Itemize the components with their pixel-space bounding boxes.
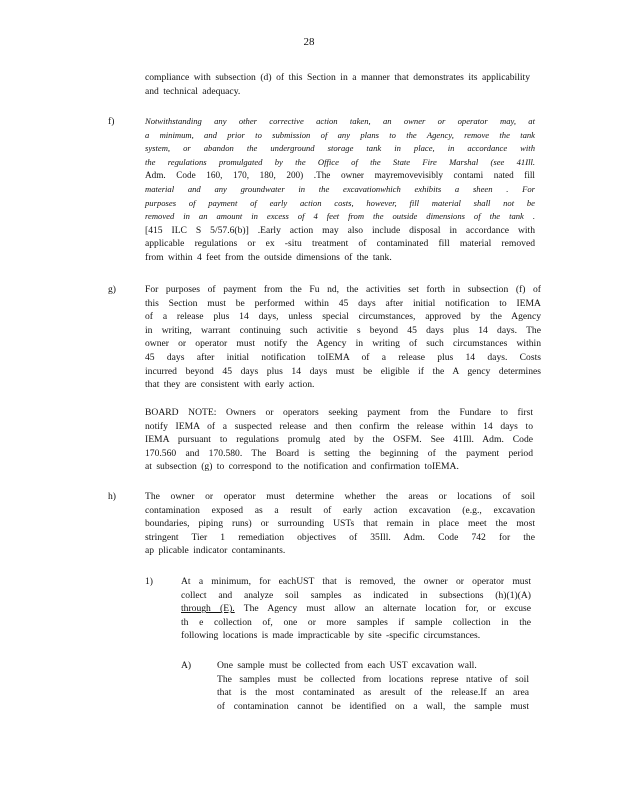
section-f-paragraph bbox=[145, 115, 535, 265]
section-h-line: ap plicable indicator contaminants. bbox=[145, 545, 286, 557]
page-number: 28 bbox=[303, 36, 315, 48]
board-note-line: IEMA pursuant to regulations promulg ated by the OSFM. See 41Ill. Adm. Code bbox=[145, 434, 533, 446]
subsection-a-label: A) bbox=[181, 660, 192, 671]
section-h-line: The owner or operator must determine whether the areas or locations of soil bbox=[145, 491, 535, 502]
section-h-label: h) bbox=[108, 491, 116, 502]
section-f-label: f) bbox=[108, 116, 115, 127]
section-f-mixed-line: Adm. Code 160, 170, 180, 200) .The owner mayremovevisibly contami nated fill bbox=[145, 170, 535, 181]
subsection-a-paragraph bbox=[217, 659, 529, 713]
subsection-1-line: th e collection of, one or more samples if sample collection in the bbox=[181, 616, 531, 628]
subsection-a-line: that is the most contaminated as aresult of the release.If an area bbox=[217, 687, 529, 699]
subsection-1-paragraph bbox=[181, 575, 531, 643]
subsection-reference: through (E). bbox=[181, 603, 235, 615]
subsection-a-line: The samples must be collected from locations represe ntative of soil bbox=[217, 673, 529, 685]
subsection-1-line-3-rest: The Agency must allow an alternate location for, or excuse bbox=[234, 603, 531, 615]
subsection-1-label: 1) bbox=[145, 576, 153, 587]
section-g-line: that they are consistent with early action. bbox=[145, 379, 315, 391]
section-f-italic-line: the regulations promulgated by the Office of the State Fire Marshal (see 41Ill. bbox=[145, 156, 535, 167]
intro-text: compliance with subsection (d) of this Section in a manner that demonstrates its applicability and technical adequacy. bbox=[145, 72, 530, 97]
section-h-line: stringent Tier 1 remediation objectives of 35Ill. Adm. Code 742 for the bbox=[145, 531, 535, 543]
subsection-1-line-3 bbox=[181, 602, 531, 616]
section-g-label: g) bbox=[108, 284, 116, 295]
section-f-italic-line: system, or abandon the underground storage tank in place, in accordance with bbox=[145, 143, 535, 154]
section-g-line: incurred beyond 45 days plus 14 days must be eligible if the A gency determines bbox=[145, 365, 541, 377]
subsection-a-line: of contamination cannot be identified on a wall, the sample must bbox=[217, 700, 529, 712]
board-note-line: BOARD NOTE: Owners or operators seeking payment from the Fundare to first bbox=[145, 407, 533, 418]
section-g-line: owner or operator must notify the Agency in writing of such circumstances within bbox=[145, 338, 541, 350]
subsection-1-line: At a minimum, for eachUST that is removed, the owner or operator must bbox=[181, 576, 531, 587]
section-f-line: from within 4 feet from the outside dimensions of the tank. bbox=[145, 251, 392, 263]
subsection-1-line: following locations is made impracticable by site -specific circumstances. bbox=[181, 630, 481, 642]
section-h-line: contamination exposed as a result of early action excavation (e.g., excavation bbox=[145, 504, 535, 516]
board-note bbox=[145, 406, 533, 474]
section-g-line: 45 days after initial notification toIEMA of a release plus 14 days. Costs bbox=[145, 351, 541, 363]
section-f-italic-line: purposes of payment of early action costs, however, fill material shall not be bbox=[145, 197, 535, 208]
board-note-line: at subsection (g) to correspond to the notification and confirmation toIEMA. bbox=[145, 461, 459, 473]
section-f-italic-line: removed in an amount in excess of 4 feet from the outside dimensions of the tank . bbox=[145, 211, 535, 222]
section-f-line: [415 ILC S 5/57.6(b)] .Early action may also include disposal in accordance with bbox=[145, 224, 535, 236]
board-note-line: notify IEMA of a suspected release and then confirm the release within 14 days to bbox=[145, 420, 533, 432]
section-f-italic-line: a minimum, and prior to submission of any plans to the Agency, remove the tank bbox=[145, 129, 535, 140]
section-f-italic-line: Notwithstanding any other corrective action taken, an owner or operator may, at bbox=[145, 116, 535, 126]
intro-paragraph bbox=[145, 71, 530, 98]
board-note-line: 170.560 and 170.580. The Board is setting the beginning of the payment period bbox=[145, 447, 533, 459]
section-g-line: For purposes of payment from the Fu nd, the activities set forth in subsection (f) of bbox=[145, 284, 541, 295]
subsection-a-line: One sample must be collected from each UST excavation wall. bbox=[217, 660, 477, 671]
section-f-line: applicable regulations or ex -situ treatment of contaminated fill material removed bbox=[145, 238, 535, 250]
section-g-paragraph bbox=[145, 283, 541, 392]
subsection-1-line: collect and analyze soil samples as indicated in subsections (h)(1)(A) bbox=[181, 589, 531, 601]
section-f-italic-line: material and any groundwater in the excavationwhich exhibits a sheen . For bbox=[145, 183, 535, 194]
section-h-line: boundaries, piping runs) or surrounding USTs that remain in place meet the most bbox=[145, 518, 535, 530]
section-h-paragraph bbox=[145, 490, 535, 558]
section-g-line: this Section must be performed within 45 days after initial notification to IEMA bbox=[145, 297, 541, 309]
section-g-line: of a release plus 14 days, unless special circumstances, approved by the Agency bbox=[145, 311, 541, 323]
section-g-line: in writing, warrant continuing such activitie s beyond 45 days plus 14 days. The bbox=[145, 324, 541, 336]
